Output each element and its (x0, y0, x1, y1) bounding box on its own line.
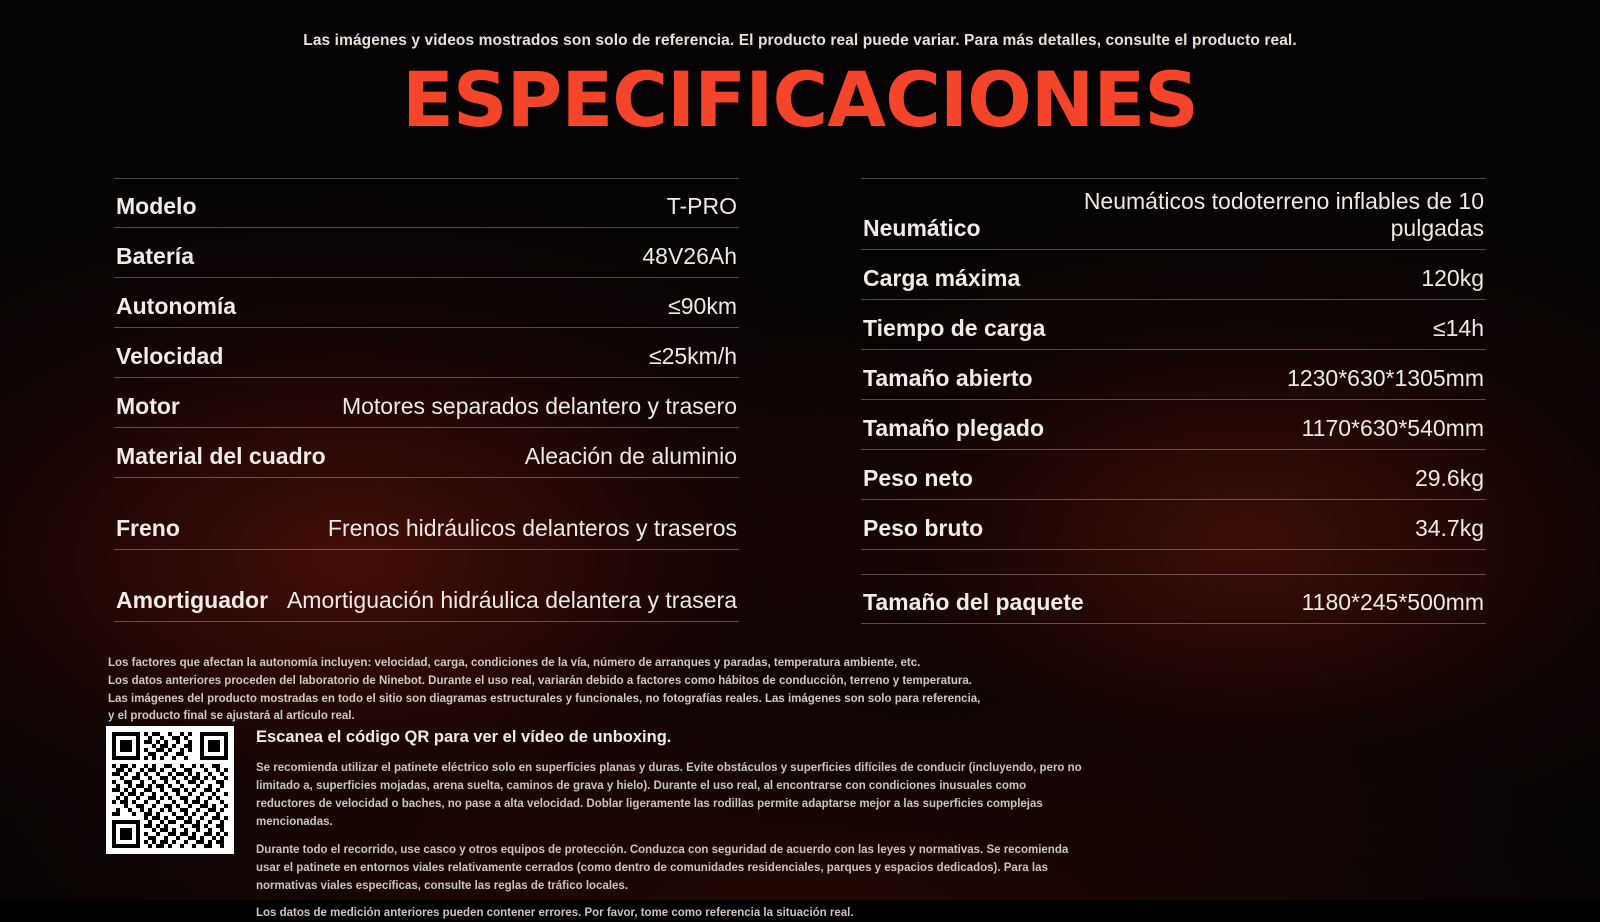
page-title: ESPECIFICACIONES (401, 55, 1199, 144)
spec-value: ≤14h (1433, 314, 1484, 341)
spec-value: ≤25km/h (648, 342, 737, 369)
spec-row (861, 350, 1486, 400)
spec-label: Tiempo de carga (863, 314, 1046, 341)
spec-row-package-size (861, 574, 1486, 624)
spec-row (861, 500, 1486, 550)
specs-columns (0, 178, 1600, 624)
spec-value: 1180*245*500mm (1301, 588, 1484, 615)
spec-label: Autonomía (116, 292, 237, 319)
spec-row (114, 178, 739, 228)
footnote-line: Las imágenes del producto mostradas en todo el sitio son diagramas estructurales y funcionales, no fotografías reales. Las imágenes son solo para referencia, (108, 692, 981, 705)
spec-label: Motor (116, 392, 180, 419)
spec-label: Batería (116, 242, 194, 269)
safety-paragraph: Se recomienda utilizar el patinete eléctrico solo en superficies planas y duras. Evite obstáculos y superficies difíciles de conducir (incluyendo, pero no limitado a, superficies mojadas, arena suelta, caminos de grava y hielo). Durante el uso real, al encontrarse con condiciones inusuales como reductores de velocidad o baches, no pase a alta velocidad. Doblar ligeramente las rodillas permite adaptarse mejor a las superficies complejas mencionadas. (256, 762, 1082, 829)
spec-label: Tamaño del paquete (863, 588, 1084, 615)
safety-paragraph: Durante todo el recorrido, use casco y otros equipos de protección. Conduzca con seguridad de acuerdo con las leyes y normativas. Se recomienda usar el patinete en entornos viales relativamente cerrados (como dentro de comunidades residenciales, parques y espacios dedicados). Para las normativas viales específicas, consulte las reglas de tráfico locales. (256, 843, 1069, 892)
spec-label: Peso bruto (863, 514, 984, 541)
spec-value: ≤90km (668, 292, 737, 319)
safety-paragraph: Los datos de medición anteriores pueden contener errores. Por favor, tome como referencia la situación real. (256, 907, 854, 920)
spec-value: 48V26Ah (642, 242, 737, 269)
qr-section (106, 726, 1086, 922)
footnote-line: y el producto final se ajustará al artículo real. (108, 710, 355, 723)
spec-value: 1230*630*1305mm (1287, 364, 1484, 391)
footnote-line: Los datos anteriores proceden del laboratorio de Ninebot. Durante el uso real, variarán debido a factores como hábitos de conducción, terreno y temperatura. (108, 674, 972, 687)
qr-code-icon[interactable] (106, 726, 234, 854)
spec-label: Amortiguador (116, 586, 269, 613)
spec-value: T-PRO (666, 192, 737, 219)
spec-value: Aleación de aluminio (524, 442, 737, 469)
reference-disclaimer: Las imágenes y videos mostrados son solo de referencia. El producto real puede variar. Para más detalles, consulte el producto real. (303, 32, 1297, 49)
spec-label: Velocidad (116, 342, 224, 369)
spec-label: Neumático (863, 214, 981, 241)
spec-row (114, 228, 739, 278)
spec-value: 34.7kg (1414, 514, 1484, 541)
spec-label: Material del cuadro (116, 442, 326, 469)
spec-row (861, 450, 1486, 500)
spec-value: Motores separados delantero y trasero (341, 392, 737, 419)
footnotes (108, 655, 1008, 726)
qr-text-block (256, 726, 1086, 922)
spec-row (861, 178, 1486, 250)
spec-row (114, 328, 739, 378)
spec-label: Tamaño abierto (863, 364, 1033, 391)
spec-value: 29.6kg (1414, 464, 1484, 491)
qr-instruction: Escanea el código QR para ver el vídeo de unboxing. (256, 728, 672, 746)
spec-label: Freno (116, 514, 180, 541)
spec-value: 120kg (1421, 264, 1484, 291)
spec-value: Neumáticos todoterreno inflables de 10 pulgadas (1083, 187, 1484, 241)
spec-label: Modelo (116, 192, 197, 219)
spec-value: Frenos hidráulicos delanteros y traseros (327, 514, 737, 541)
spec-value: Amortiguación hidráulica delantera y trasera (286, 586, 737, 613)
spec-row (114, 428, 739, 478)
specs-column-left (114, 178, 739, 624)
spec-row (861, 400, 1486, 450)
spec-row (114, 278, 739, 328)
spec-label: Peso neto (863, 464, 973, 491)
spec-value: 1170*630*540mm (1301, 414, 1484, 441)
specs-column-right (861, 178, 1486, 624)
spec-row (861, 300, 1486, 350)
spec-label: Tamaño plegado (863, 414, 1045, 441)
spec-row (861, 250, 1486, 300)
safety-notes (256, 759, 1086, 922)
spec-row (114, 550, 739, 622)
spec-row (114, 378, 739, 428)
spec-row (114, 478, 739, 550)
footnote-line: Los factores que afectan la autonomía incluyen: velocidad, carga, condiciones de la vía, número de arranques y paradas, temperatura ambiente, etc. (108, 657, 921, 669)
spec-label: Carga máxima (863, 264, 1021, 291)
